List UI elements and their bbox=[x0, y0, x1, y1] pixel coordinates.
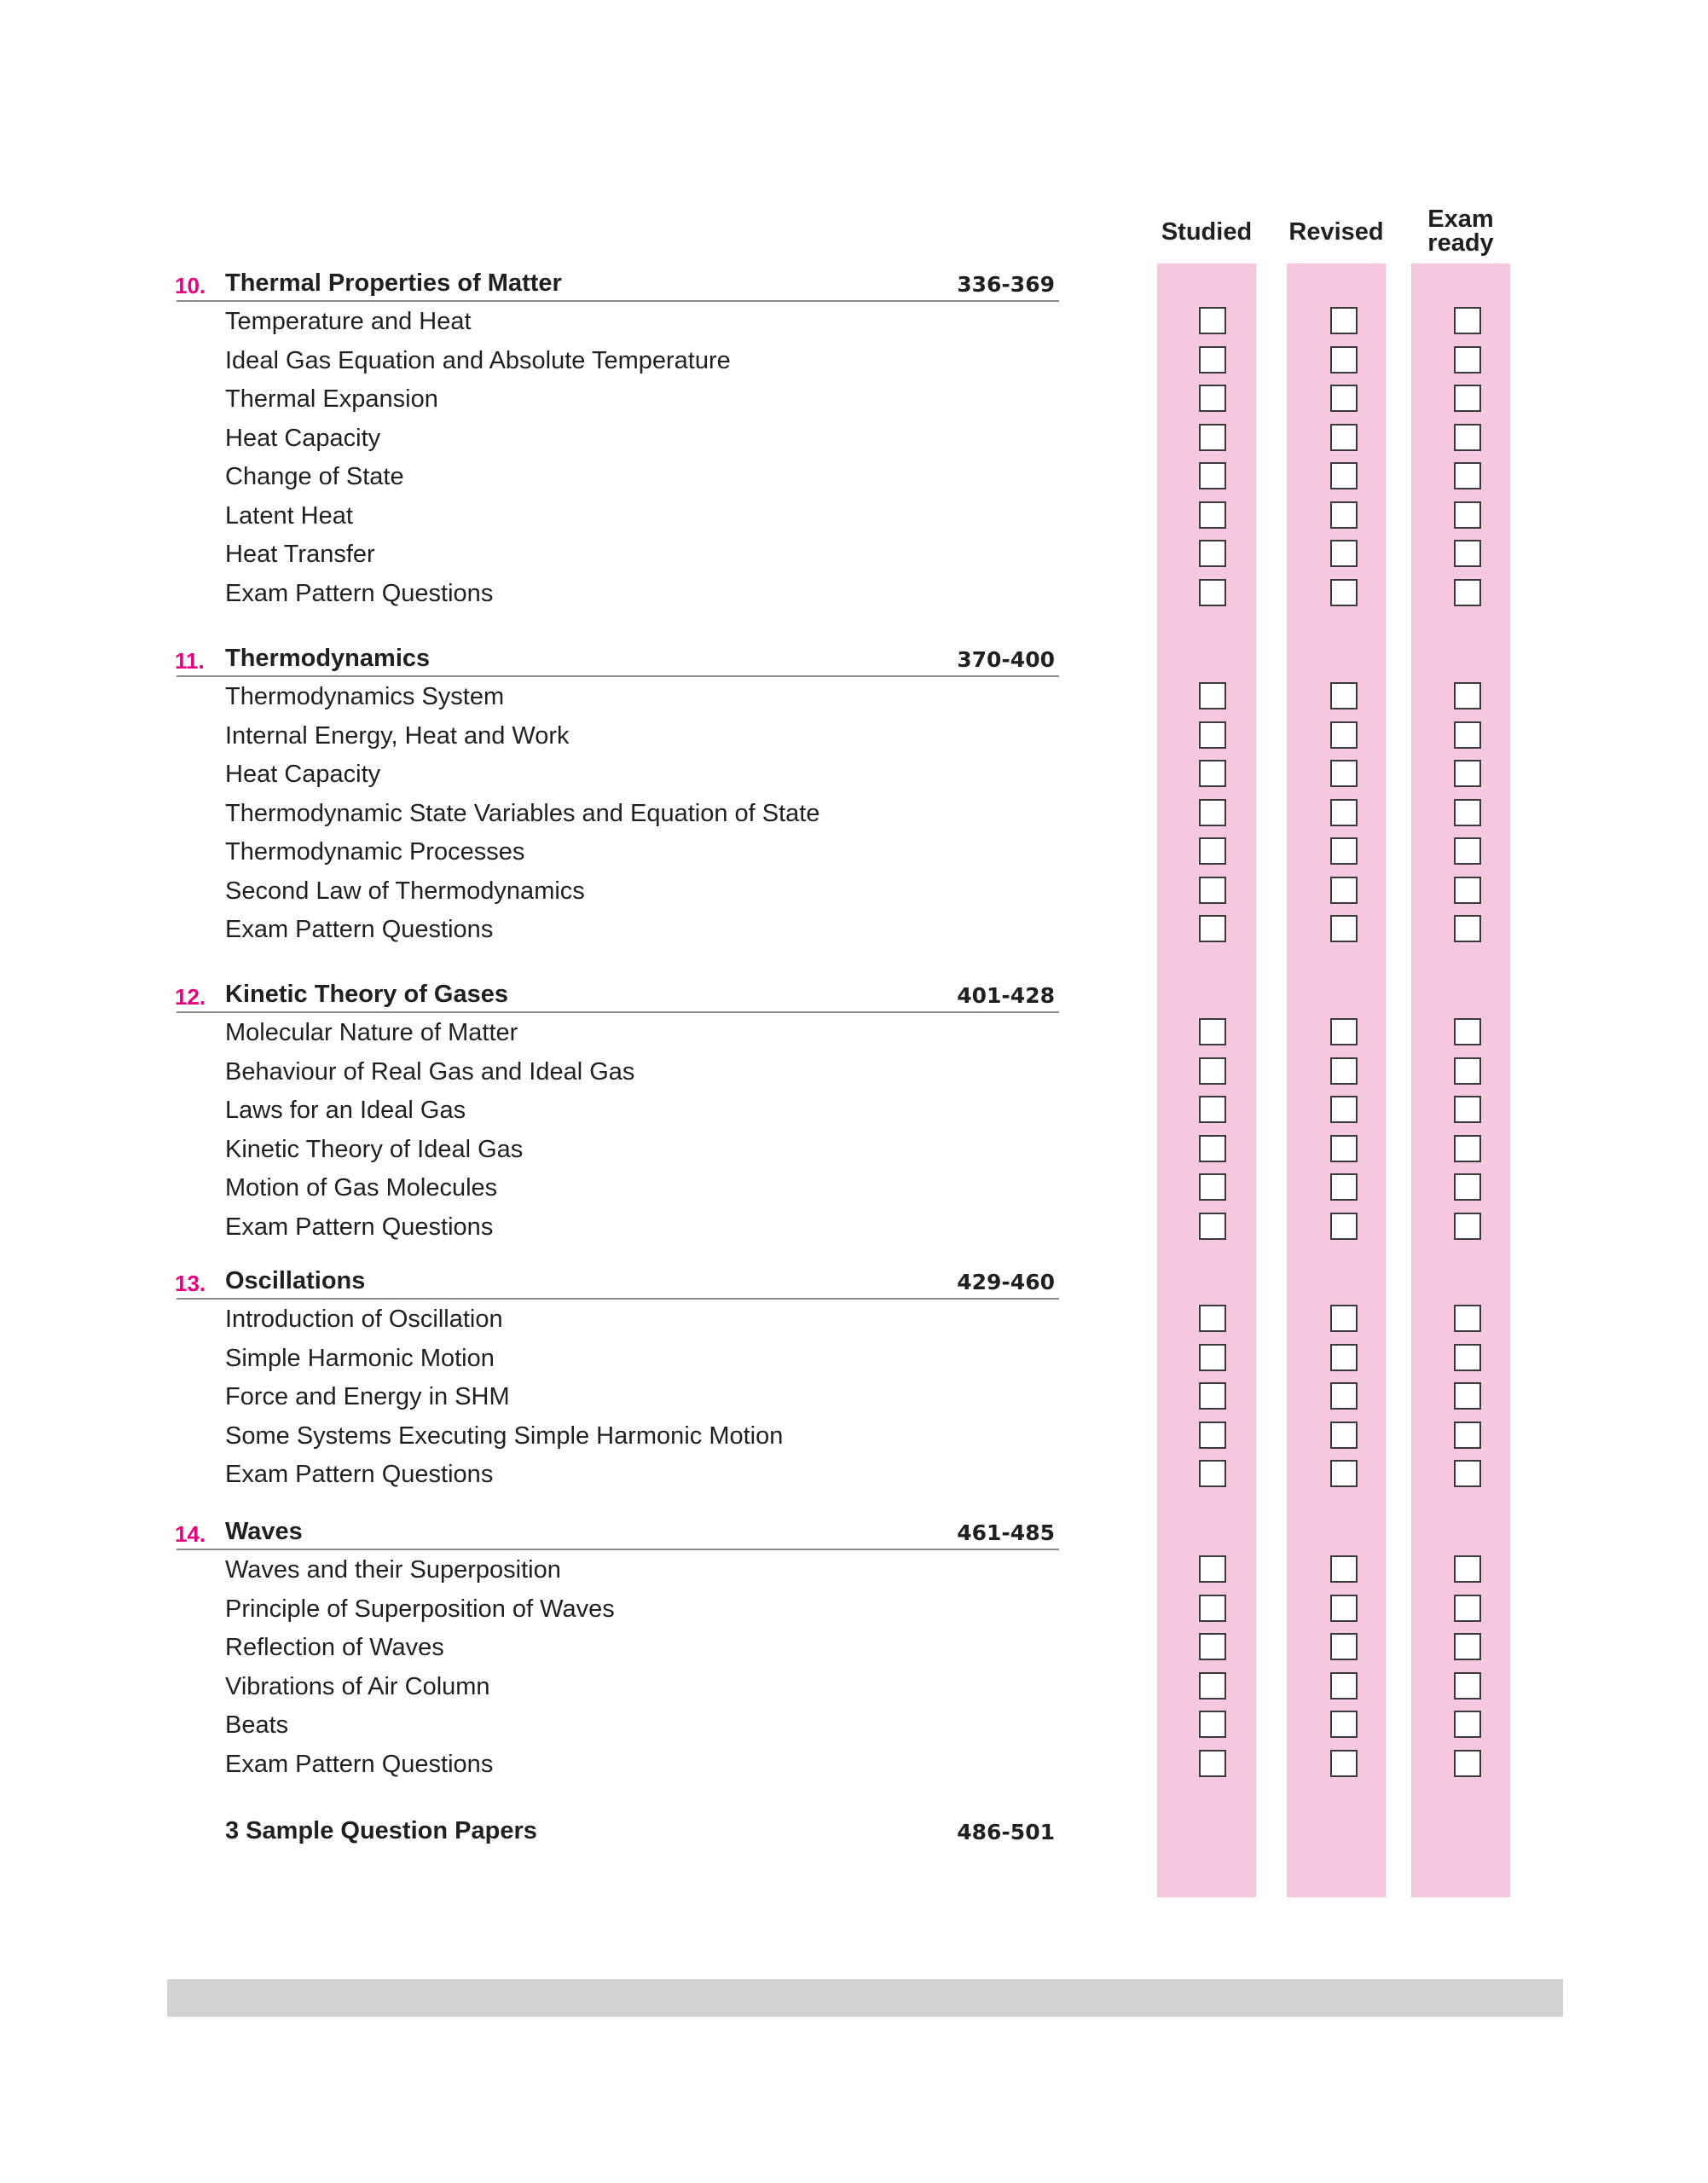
revised-checkbox[interactable] bbox=[1330, 799, 1358, 826]
topic-row bbox=[0, 342, 1708, 380]
studied-checkbox[interactable] bbox=[1199, 760, 1226, 787]
revised-checkbox[interactable] bbox=[1330, 1555, 1358, 1583]
topic-row bbox=[0, 1551, 1708, 1589]
studied-checkbox[interactable] bbox=[1199, 877, 1226, 904]
topic-row bbox=[0, 1706, 1708, 1745]
topic-row bbox=[0, 1590, 1708, 1629]
topic-label: Some Systems Executing Simple Harmonic Motion bbox=[225, 1422, 784, 1450]
exam-ready-checkbox[interactable] bbox=[1454, 915, 1481, 942]
topic-row bbox=[0, 1340, 1708, 1378]
studied-column-header: Studied bbox=[1161, 218, 1253, 246]
studied-checkbox[interactable] bbox=[1199, 682, 1226, 709]
topic-label: Thermodynamic State Variables and Equation of State bbox=[225, 799, 820, 827]
revised-checkbox[interactable] bbox=[1330, 1750, 1358, 1777]
topic-label: Molecular Nature of Matter bbox=[225, 1019, 518, 1046]
topic-row bbox=[0, 420, 1708, 458]
revised-checkbox[interactable] bbox=[1330, 579, 1358, 606]
exam-ready-checkbox[interactable] bbox=[1454, 307, 1481, 334]
exam-ready-checkbox[interactable] bbox=[1454, 1750, 1481, 1777]
topic-row bbox=[0, 1746, 1708, 1784]
studied-checkbox[interactable] bbox=[1199, 837, 1226, 865]
exam-ready-checkbox[interactable] bbox=[1454, 1555, 1481, 1583]
topic-label: Exam Pattern Questions bbox=[225, 579, 494, 607]
topic-label: Behaviour of Real Gas and Ideal Gas bbox=[225, 1057, 635, 1086]
exam-ready-checkbox[interactable] bbox=[1454, 1135, 1481, 1162]
topic-row bbox=[0, 380, 1708, 419]
topic-label: Waves and their Superposition bbox=[225, 1556, 561, 1584]
exam-ready-checkbox[interactable] bbox=[1454, 1096, 1481, 1123]
chapter-divider bbox=[177, 1549, 1059, 1550]
revised-checkbox[interactable] bbox=[1330, 1057, 1358, 1085]
studied-checkbox[interactable] bbox=[1199, 462, 1226, 489]
revised-checkbox[interactable] bbox=[1330, 540, 1358, 567]
exam-ready-checkbox[interactable] bbox=[1454, 1344, 1481, 1371]
studied-checkbox[interactable] bbox=[1199, 1213, 1226, 1240]
topic-row bbox=[0, 1092, 1708, 1130]
chapter-number: 14. bbox=[175, 1521, 206, 1547]
studied-checkbox[interactable] bbox=[1199, 1750, 1226, 1777]
chapter-title: Waves bbox=[225, 1518, 303, 1545]
chapter-heading bbox=[0, 264, 1708, 303]
exam-ready-checkbox[interactable] bbox=[1454, 1382, 1481, 1410]
revised-checkbox[interactable] bbox=[1330, 1382, 1358, 1410]
topic-row bbox=[0, 1378, 1708, 1416]
exam-ready-checkbox[interactable] bbox=[1454, 721, 1481, 749]
topic-label: Kinetic Theory of Ideal Gas bbox=[225, 1135, 524, 1163]
exam-ready-checkbox[interactable] bbox=[1454, 501, 1481, 529]
revised-checkbox[interactable] bbox=[1330, 1711, 1358, 1738]
revised-checkbox[interactable] bbox=[1330, 837, 1358, 865]
studied-checkbox[interactable] bbox=[1199, 1305, 1226, 1332]
revised-checkbox[interactable] bbox=[1330, 1173, 1358, 1201]
studied-checkbox[interactable] bbox=[1199, 424, 1226, 451]
studied-checkbox[interactable] bbox=[1199, 1096, 1226, 1123]
topic-label: Change of State bbox=[225, 463, 404, 490]
topic-label: Thermodynamic Processes bbox=[225, 838, 525, 866]
studied-checkbox[interactable] bbox=[1199, 1633, 1226, 1660]
chapter-pages: 336-369 bbox=[957, 272, 1055, 297]
topic-row bbox=[0, 717, 1708, 756]
revised-checkbox[interactable] bbox=[1330, 1344, 1358, 1371]
exam-ready-checkbox[interactable] bbox=[1454, 682, 1481, 709]
revised-checkbox[interactable] bbox=[1330, 462, 1358, 489]
topic-row bbox=[0, 303, 1708, 341]
chapter-number: 11. bbox=[175, 648, 205, 674]
chapter-pages: 401-428 bbox=[957, 983, 1055, 1008]
topic-label: Exam Pattern Questions bbox=[225, 1213, 494, 1241]
topic-label: Exam Pattern Questions bbox=[225, 1750, 494, 1778]
revised-checkbox[interactable] bbox=[1330, 1595, 1358, 1622]
topic-row bbox=[0, 1208, 1708, 1247]
exam-ready-checkbox[interactable] bbox=[1454, 540, 1481, 567]
topic-row bbox=[0, 536, 1708, 574]
chapter-pages: 370-400 bbox=[957, 647, 1055, 672]
revised-checkbox[interactable] bbox=[1330, 1672, 1358, 1699]
topic-label: Second Law of Thermodynamics bbox=[225, 877, 585, 905]
exam-ready-checkbox[interactable] bbox=[1454, 1672, 1481, 1699]
topic-label: Reflection of Waves bbox=[225, 1634, 444, 1661]
exam-ready-checkbox[interactable] bbox=[1454, 1633, 1481, 1660]
sample-papers-pages: 486-501 bbox=[957, 1820, 1055, 1844]
topic-label: Motion of Gas Molecules bbox=[225, 1174, 498, 1202]
topic-row bbox=[0, 1300, 1708, 1339]
studied-checkbox[interactable] bbox=[1199, 1344, 1226, 1371]
revised-checkbox[interactable] bbox=[1330, 877, 1358, 904]
exam-ready-checkbox[interactable] bbox=[1454, 877, 1481, 904]
topic-row bbox=[0, 1169, 1708, 1207]
revised-checkbox[interactable] bbox=[1330, 385, 1358, 412]
revised-checkbox[interactable] bbox=[1330, 721, 1358, 749]
topic-label: Force and Energy in SHM bbox=[225, 1383, 510, 1410]
studied-checkbox[interactable] bbox=[1199, 1595, 1226, 1622]
exam-ready-checkbox[interactable] bbox=[1454, 579, 1481, 606]
exam-ready-checkbox[interactable] bbox=[1454, 837, 1481, 865]
topic-label: Introduction of Oscillation bbox=[225, 1306, 503, 1333]
studied-checkbox[interactable] bbox=[1199, 501, 1226, 529]
topic-label: Simple Harmonic Motion bbox=[225, 1344, 495, 1372]
revised-checkbox[interactable] bbox=[1330, 915, 1358, 942]
studied-checkbox[interactable] bbox=[1199, 1135, 1226, 1162]
chapter-title: Kinetic Theory of Gases bbox=[225, 981, 508, 1008]
chapter-heading bbox=[0, 640, 1708, 678]
revised-checkbox[interactable] bbox=[1330, 1305, 1358, 1332]
revised-checkbox[interactable] bbox=[1330, 501, 1358, 529]
studied-checkbox[interactable] bbox=[1199, 799, 1226, 826]
studied-checkbox[interactable] bbox=[1199, 1173, 1226, 1201]
topic-label: Thermal Expansion bbox=[225, 385, 438, 413]
revised-checkbox[interactable] bbox=[1330, 1633, 1358, 1660]
exam-ready-checkbox[interactable] bbox=[1454, 1711, 1481, 1738]
topic-label: Temperature and Heat bbox=[225, 308, 472, 335]
chapter-pages: 461-485 bbox=[957, 1520, 1055, 1545]
topic-row bbox=[0, 1456, 1708, 1494]
chapter-divider bbox=[177, 1298, 1059, 1300]
studied-checkbox[interactable] bbox=[1199, 1018, 1226, 1045]
exam-ready-checkbox[interactable] bbox=[1454, 799, 1481, 826]
exam-ready-checkbox[interactable] bbox=[1454, 1595, 1481, 1622]
topic-label: Vibrations of Air Column bbox=[225, 1672, 490, 1700]
exam-ready-checkbox[interactable] bbox=[1454, 760, 1481, 787]
chapter-divider bbox=[177, 1011, 1059, 1013]
revised-checkbox[interactable] bbox=[1330, 760, 1358, 787]
topic-row bbox=[0, 678, 1708, 716]
studied-checkbox[interactable] bbox=[1199, 1672, 1226, 1699]
topic-row bbox=[0, 911, 1708, 949]
chapter-number: 13. bbox=[175, 1271, 206, 1296]
studied-checkbox[interactable] bbox=[1199, 579, 1226, 606]
topic-row bbox=[0, 575, 1708, 613]
chapter-heading bbox=[0, 976, 1708, 1014]
revised-checkbox[interactable] bbox=[1330, 424, 1358, 451]
studied-checkbox[interactable] bbox=[1199, 307, 1226, 334]
topic-row bbox=[0, 1417, 1708, 1456]
topic-label: Principle of Superposition of Waves bbox=[225, 1595, 615, 1623]
topic-row bbox=[0, 833, 1708, 871]
topic-label: Heat Capacity bbox=[225, 424, 381, 452]
studied-checkbox[interactable] bbox=[1199, 346, 1226, 373]
exam-ready-checkbox[interactable] bbox=[1454, 385, 1481, 412]
topic-label: Heat Capacity bbox=[225, 761, 381, 788]
topic-label: Internal Energy, Heat and Work bbox=[225, 721, 570, 750]
revised-checkbox[interactable] bbox=[1330, 1422, 1358, 1449]
topic-row bbox=[0, 1053, 1708, 1092]
topic-label: Thermodynamics System bbox=[225, 683, 505, 710]
exam-ready-checkbox[interactable] bbox=[1454, 1173, 1481, 1201]
footer-bar bbox=[167, 1979, 1563, 2017]
revised-checkbox[interactable] bbox=[1330, 346, 1358, 373]
topic-label: Heat Transfer bbox=[225, 541, 375, 568]
topic-row bbox=[0, 1131, 1708, 1169]
studied-checkbox[interactable] bbox=[1199, 915, 1226, 942]
studied-checkbox[interactable] bbox=[1199, 1555, 1226, 1583]
revised-checkbox[interactable] bbox=[1330, 307, 1358, 334]
chapter-heading bbox=[0, 1262, 1708, 1300]
revised-checkbox[interactable] bbox=[1330, 1135, 1358, 1162]
chapter-heading bbox=[0, 1513, 1708, 1551]
topic-label: Latent Heat bbox=[225, 501, 353, 530]
topic-row bbox=[0, 1014, 1708, 1052]
exam-ready-checkbox[interactable] bbox=[1454, 1018, 1481, 1045]
revised-checkbox[interactable] bbox=[1330, 1213, 1358, 1240]
topic-row bbox=[0, 497, 1708, 536]
topic-label: Exam Pattern Questions bbox=[225, 1461, 494, 1488]
chapter-number: 12. bbox=[175, 984, 206, 1010]
studied-checkbox[interactable] bbox=[1199, 1057, 1226, 1085]
topic-row bbox=[0, 458, 1708, 496]
topic-row bbox=[0, 1668, 1708, 1706]
exam-ready-checkbox[interactable] bbox=[1454, 346, 1481, 373]
studied-checkbox[interactable] bbox=[1199, 385, 1226, 412]
revised-column-header: Revised bbox=[1288, 218, 1384, 246]
exam-ready-column-header: Exam ready bbox=[1427, 206, 1494, 257]
chapter-title: Thermal Properties of Matter bbox=[225, 269, 562, 297]
studied-checkbox[interactable] bbox=[1199, 721, 1226, 749]
chapter-title: Oscillations bbox=[225, 1267, 366, 1294]
topic-row bbox=[0, 756, 1708, 794]
revised-checkbox[interactable] bbox=[1330, 1096, 1358, 1123]
topic-row bbox=[0, 795, 1708, 833]
sample-papers-row bbox=[0, 1812, 1708, 1850]
topic-row bbox=[0, 1629, 1708, 1667]
studied-checkbox[interactable] bbox=[1199, 540, 1226, 567]
exam-ready-checkbox[interactable] bbox=[1454, 462, 1481, 489]
exam-ready-checkbox[interactable] bbox=[1454, 1057, 1481, 1085]
revised-checkbox[interactable] bbox=[1330, 1460, 1358, 1487]
revised-checkbox[interactable] bbox=[1330, 1018, 1358, 1045]
studied-checkbox[interactable] bbox=[1199, 1382, 1226, 1410]
topic-label: Laws for an Ideal Gas bbox=[225, 1097, 466, 1124]
chapter-number: 10. bbox=[175, 273, 206, 298]
studied-checkbox[interactable] bbox=[1199, 1460, 1226, 1487]
exam-ready-checkbox[interactable] bbox=[1454, 1305, 1481, 1332]
studied-checkbox[interactable] bbox=[1199, 1422, 1226, 1449]
exam-ready-checkbox[interactable] bbox=[1454, 1213, 1481, 1240]
exam-ready-checkbox[interactable] bbox=[1454, 424, 1481, 451]
exam-ready-checkbox[interactable] bbox=[1454, 1422, 1481, 1449]
topic-label: Beats bbox=[225, 1711, 289, 1739]
chapter-divider bbox=[177, 675, 1059, 677]
topic-label: Exam Pattern Questions bbox=[225, 916, 494, 943]
topic-label: Ideal Gas Equation and Absolute Temperature bbox=[225, 346, 731, 374]
sample-papers-title: 3 Sample Question Papers bbox=[225, 1817, 537, 1844]
revised-checkbox[interactable] bbox=[1330, 682, 1358, 709]
chapter-divider bbox=[177, 300, 1059, 302]
exam-ready-checkbox[interactable] bbox=[1454, 1460, 1481, 1487]
chapter-pages: 429-460 bbox=[957, 1270, 1055, 1294]
studied-checkbox[interactable] bbox=[1199, 1711, 1226, 1738]
chapter-title: Thermodynamics bbox=[225, 645, 431, 672]
topic-row bbox=[0, 872, 1708, 911]
